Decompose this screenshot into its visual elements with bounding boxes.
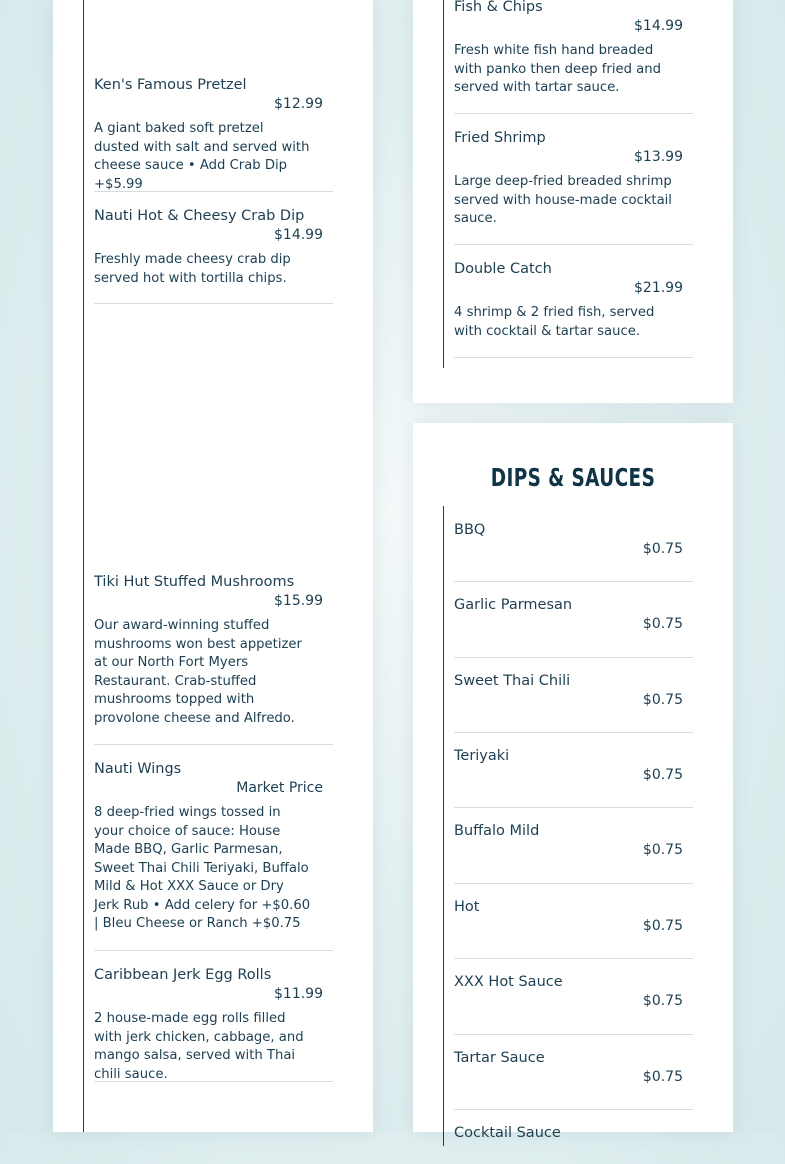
item-name: Sweet Thai Chili <box>454 673 571 689</box>
item-price: $0.75 <box>642 1069 683 1085</box>
item-price: $0.75 <box>642 918 683 934</box>
menu-item[interactable] <box>94 966 333 1082</box>
item-price: Market Price <box>236 780 323 796</box>
item-name: Fried Shrimp <box>454 130 546 146</box>
item-price: $0.75 <box>642 842 683 858</box>
item-name: Buffalo Mild <box>454 823 540 839</box>
dips-sauces-list <box>443 506 694 1146</box>
item-price: $0.75 <box>642 616 683 632</box>
item-price: $11.99 <box>274 986 323 1002</box>
menu-item[interactable] <box>454 521 693 582</box>
appetizers-card <box>53 0 373 1132</box>
item-name: Tartar Sauce <box>454 1050 545 1066</box>
appetizers-list <box>83 0 334 1132</box>
menu-item[interactable] <box>454 260 693 358</box>
item-price: $0.75 <box>642 541 683 557</box>
item-price: $0.75 <box>642 692 683 708</box>
item-name: XXX Hot Sauce <box>454 974 563 990</box>
menu-item[interactable] <box>454 822 693 884</box>
item-description: Fresh white fish hand breaded with panko then deep fried and served with tartar sauce. <box>454 43 661 95</box>
item-name: Double Catch <box>454 261 552 277</box>
item-name: Nauti Wings <box>94 761 182 777</box>
item-name: Teriyaki <box>454 748 510 764</box>
item-name: Fish & Chips <box>454 0 543 15</box>
menu-item[interactable] <box>94 573 333 745</box>
item-price: $15.99 <box>274 593 323 609</box>
menu-item[interactable] <box>454 0 693 114</box>
menu-item[interactable] <box>454 973 693 1035</box>
item-description: 8 deep-fried wings tossed in your choice of sauce: House Made BBQ, Garlic Parmesan, Sweet Thai Chili Teriyaki, Buffalo Mild & Hot XXX Sauce or Dry Jerk Rub • Add celery for +$0.60 | Bleu Cheese or Ranch +$0.75 <box>94 805 311 931</box>
menu-item[interactable] <box>454 747 693 808</box>
menu-item[interactable] <box>454 1124 693 1164</box>
item-name: Tiki Hut Stuffed Mushrooms <box>94 574 295 590</box>
menu-item[interactable] <box>94 207 333 304</box>
dips-sauces-card <box>413 423 733 1141</box>
item-name: BBQ <box>454 522 486 538</box>
section-title: DIPS & SAUCES <box>490 463 656 492</box>
menu-item[interactable] <box>454 129 693 245</box>
item-price: $21.99 <box>634 280 683 296</box>
item-name: Nauti Hot & Cheesy Crab Dip <box>94 208 305 224</box>
item-name: Hot <box>454 899 480 915</box>
item-description: Our award-winning stuffed mushrooms won best appetizer at our North Fort Myers Restaurant. Crab-stuffed mushrooms topped with provolone cheese and Alfredo. <box>94 618 302 726</box>
menu-item[interactable] <box>454 596 693 658</box>
item-description: Large deep-fried breaded shrimp served with house-made cocktail sauce. <box>454 174 672 226</box>
menu-item[interactable] <box>94 76 333 192</box>
item-price: $0.75 <box>642 993 683 1009</box>
item-description: 4 shrimp & 2 fried fish, served with cocktail & tartar sauce. <box>454 305 655 339</box>
menu-item[interactable] <box>454 1049 693 1110</box>
seafood-card <box>413 0 733 403</box>
item-name: Caribbean Jerk Egg Rolls <box>94 967 272 983</box>
item-name: Ken's Famous Pretzel <box>94 77 247 93</box>
menu-item[interactable] <box>94 760 333 951</box>
item-description: Freshly made cheesy crab dip served hot with tortilla chips. <box>94 252 291 286</box>
item-name: Garlic Parmesan <box>454 597 573 613</box>
item-price: $13.99 <box>634 149 683 165</box>
item-name: Cocktail Sauce <box>454 1125 561 1141</box>
item-price: $0.75 <box>642 767 683 783</box>
item-description: A giant baked soft pretzel dusted with salt and served with cheese sauce • Add Crab Dip +$5.99 <box>94 121 310 192</box>
item-description: 2 house-made egg rolls filled with jerk chicken, cabbage, and mango salsa, served with Thai chili sauce. <box>94 1011 304 1082</box>
menu-item[interactable] <box>454 672 693 733</box>
item-price: $14.99 <box>274 227 323 243</box>
menu-item[interactable] <box>454 898 693 959</box>
item-price: $12.99 <box>274 96 323 112</box>
item-price: $14.99 <box>634 18 683 34</box>
seafood-list <box>443 0 694 368</box>
